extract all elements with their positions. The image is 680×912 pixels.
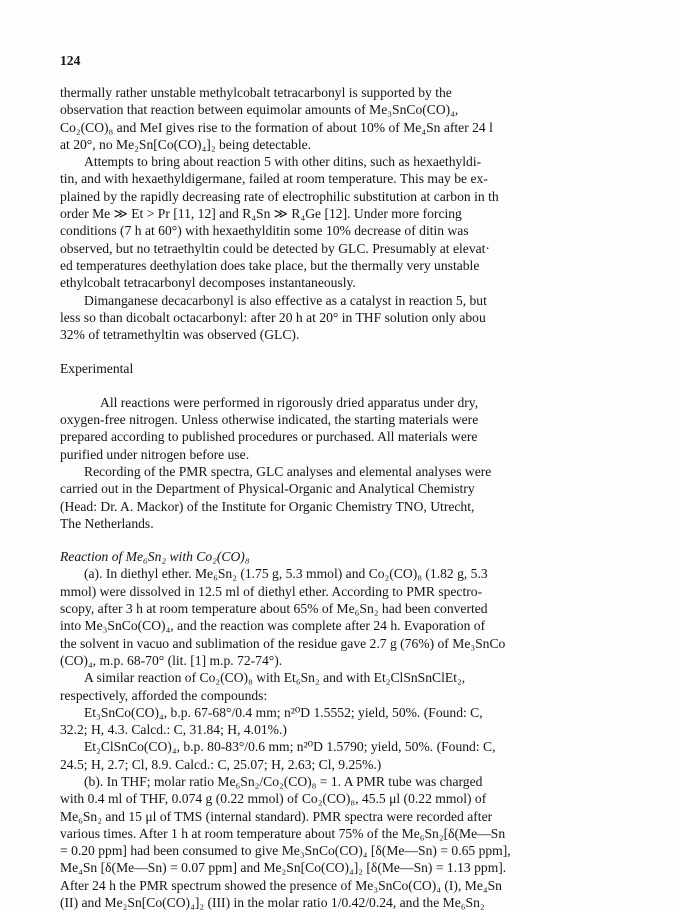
text-line: (b). In THF; molar ratio Me₆Sn₂/Co₂(CO)₈ = 1. A PMR tube was charged [84,773,483,789]
text-line: order Me ≫ Et > Pr [11, 12] and R₄Sn ≫ R₄Ge [12]. Under more forcing [60,206,462,222]
paragraph-p4 [60,394,675,463]
text-line: plained by the rapidly decreasing rate of electrophilic substitution at carbon in th [60,188,499,204]
paragraph-p6 [60,565,675,669]
text-line: Experimental [60,361,134,377]
paragraph-p7 [60,669,675,704]
text-line: 24.5; H, 2.7; Cl, 8.9. Calcd.: C, 25.07; H, 2.63; Cl, 9.25%.) [60,756,382,772]
text-line: The Netherlands. [60,515,154,531]
text-line: A similar reaction of Co₂(CO)₈ with Et₆Sn₂ and with Et₂ClSnSnClEt₂, [84,670,466,686]
text-line: mmol) were dissolved in 12.5 ml of diethyl ether. According to PMR spectro- [60,583,483,599]
text-line: Me₆Sn₂ and 15 μl of TMS (internal standard). PMR spectra were recorded after [60,808,493,824]
text-line: = 0.20 ppm] had been consumed to give Me₃SnCo(CO)₄ [δ(Me—Sn) = 0.65 ppm], [60,843,511,859]
text-line: (Head: Dr. A. Mackor) of the Institute for Organic Chemistry TNO, Utrecht, [60,498,475,514]
text-line: 32% of tetramethyltin was observed (GLC). [60,327,300,343]
text-line: the solvent in vacuo and sublimation of the residue gave 2.7 g (76%) of Me₃SnCo [60,635,506,651]
text-line: 32.2; H, 4.3. Calcd.: C, 31.84; H, 4.01%.) [60,722,287,738]
text-line: scopy, after 3 h at room temperature about 65% of Me₆Sn₂ had been converted [60,601,488,617]
text-line: Co₂(CO)₈ and MeI gives rise to the formation of about 10% of Me₄Sn after 24 l [60,119,493,135]
text-line: (II) and Me₂Sn[Co(CO)₄]₂ (III) in the molar ratio 1/0.42/0.24, and the Me₆Sn₂ [60,895,485,911]
text-line: ed temperatures deethylation does take place, but the thermally very unstable [60,257,480,273]
text-line: Reaction of Me₆Sn₂ with Co₂(CO)₈ [60,549,250,565]
paragraph-p10 [60,773,675,911]
text-line: into Me₃SnCo(CO)₄, and the reaction was complete after 24 h. Evaporation of [60,618,486,634]
text-line: After 24 h the PMR spectrum showed the presence of Me₃SnCo(CO)₄ (I), Me₄Sn [60,877,502,893]
text-line: tin, and with hexaethyldigermane, failed at room temperature. This may be ex- [60,171,488,187]
text-line: Dimanganese decacarbonyl is also effective as a catalyst in reaction 5, but [84,292,487,308]
text-line: purified under nitrogen before use. [60,446,250,462]
paragraph-p8 [60,704,675,739]
paragraph-p2 [60,153,675,291]
text-line: carried out in the Department of Physical-Organic and Analytical Chemistry [60,481,475,497]
text-line: Et₃SnCo(CO)₄, b.p. 67-68°/0.4 mm; n²⁰D 1.5552; yield, 50%. (Found: C, [84,704,483,720]
paragraph-subhead [60,548,675,565]
text-line: thermally rather unstable methylcobalt tetracarbonyl is supported by the [60,85,452,100]
paragraph-heading [60,360,675,377]
text-line: Recording of the PMR spectra, GLC analyses and elemental analyses were [84,463,492,479]
text-line: respectively, afforded the compounds: [60,687,268,703]
text-line: observed, but no tetraethyltin could be detected by GLC. Presumably at elevat· [60,240,490,256]
paragraph-p3 [60,292,675,344]
paragraph-p5 [60,463,675,532]
paragraph-p9 [60,738,675,773]
text-line: (a). In diethyl ether. Me₆Sn₂ (1.75 g, 5.3 mmol) and Co₂(CO)₈ (1.82 g, 5.3 [84,566,488,582]
text-line: (CO)₄, m.p. 68-70° (lit. [1] m.p. 72-74°). [60,652,283,668]
paragraph-p1 [60,84,675,153]
text-line: oxygen-free nitrogen. Unless otherwise indicated, the starting materials were [60,412,479,428]
text-line: less so than dicobalt octacarbonyl: after 20 h at 20° in THF solution only abou [60,309,486,325]
text-line: ethylcobalt tetracarbonyl decomposes instantaneously. [60,275,356,291]
text-line: Attempts to bring about reaction 5 with other ditins, such as hexaethyldi- [84,154,482,170]
text-column [60,84,675,911]
text-line: Me₄Sn [δ(Me—Sn) = 0.07 ppm] and Me₂Sn[Co(CO)₄]₂ [δ(Me—Sn) = 1.13 ppm]. [60,860,507,876]
page-number: 124 [60,53,81,68]
text-line: Et₂ClSnCo(CO)₄, b.p. 80-83°/0.6 mm; n²⁰D 1.5790; yield, 50%. (Found: C, [84,739,496,755]
text-line: with 0.4 ml of THF, 0.074 g (0.22 mmol) of Co₂(CO)₈, 45.5 μl (0.22 mmol) of [60,791,487,807]
text-line: at 20°, no Me₂Sn[Co(CO)₄]₂ being detectable. [60,136,312,152]
text-line: All reactions were performed in rigorously dried apparatus under dry, [100,394,479,410]
text-line: observation that reaction between equimolar amounts of Me₃SnCo(CO)₄, [60,102,459,118]
text-line: various times. After 1 h at room temperature about 75% of the Me₆Sn₂[δ(Me—Sn [60,825,506,841]
text-line: prepared according to published procedures or purchased. All materials were [60,429,478,445]
text-line: conditions (7 h at 60°) with hexaethylditin some 10% decrease of ditin was [60,223,469,239]
